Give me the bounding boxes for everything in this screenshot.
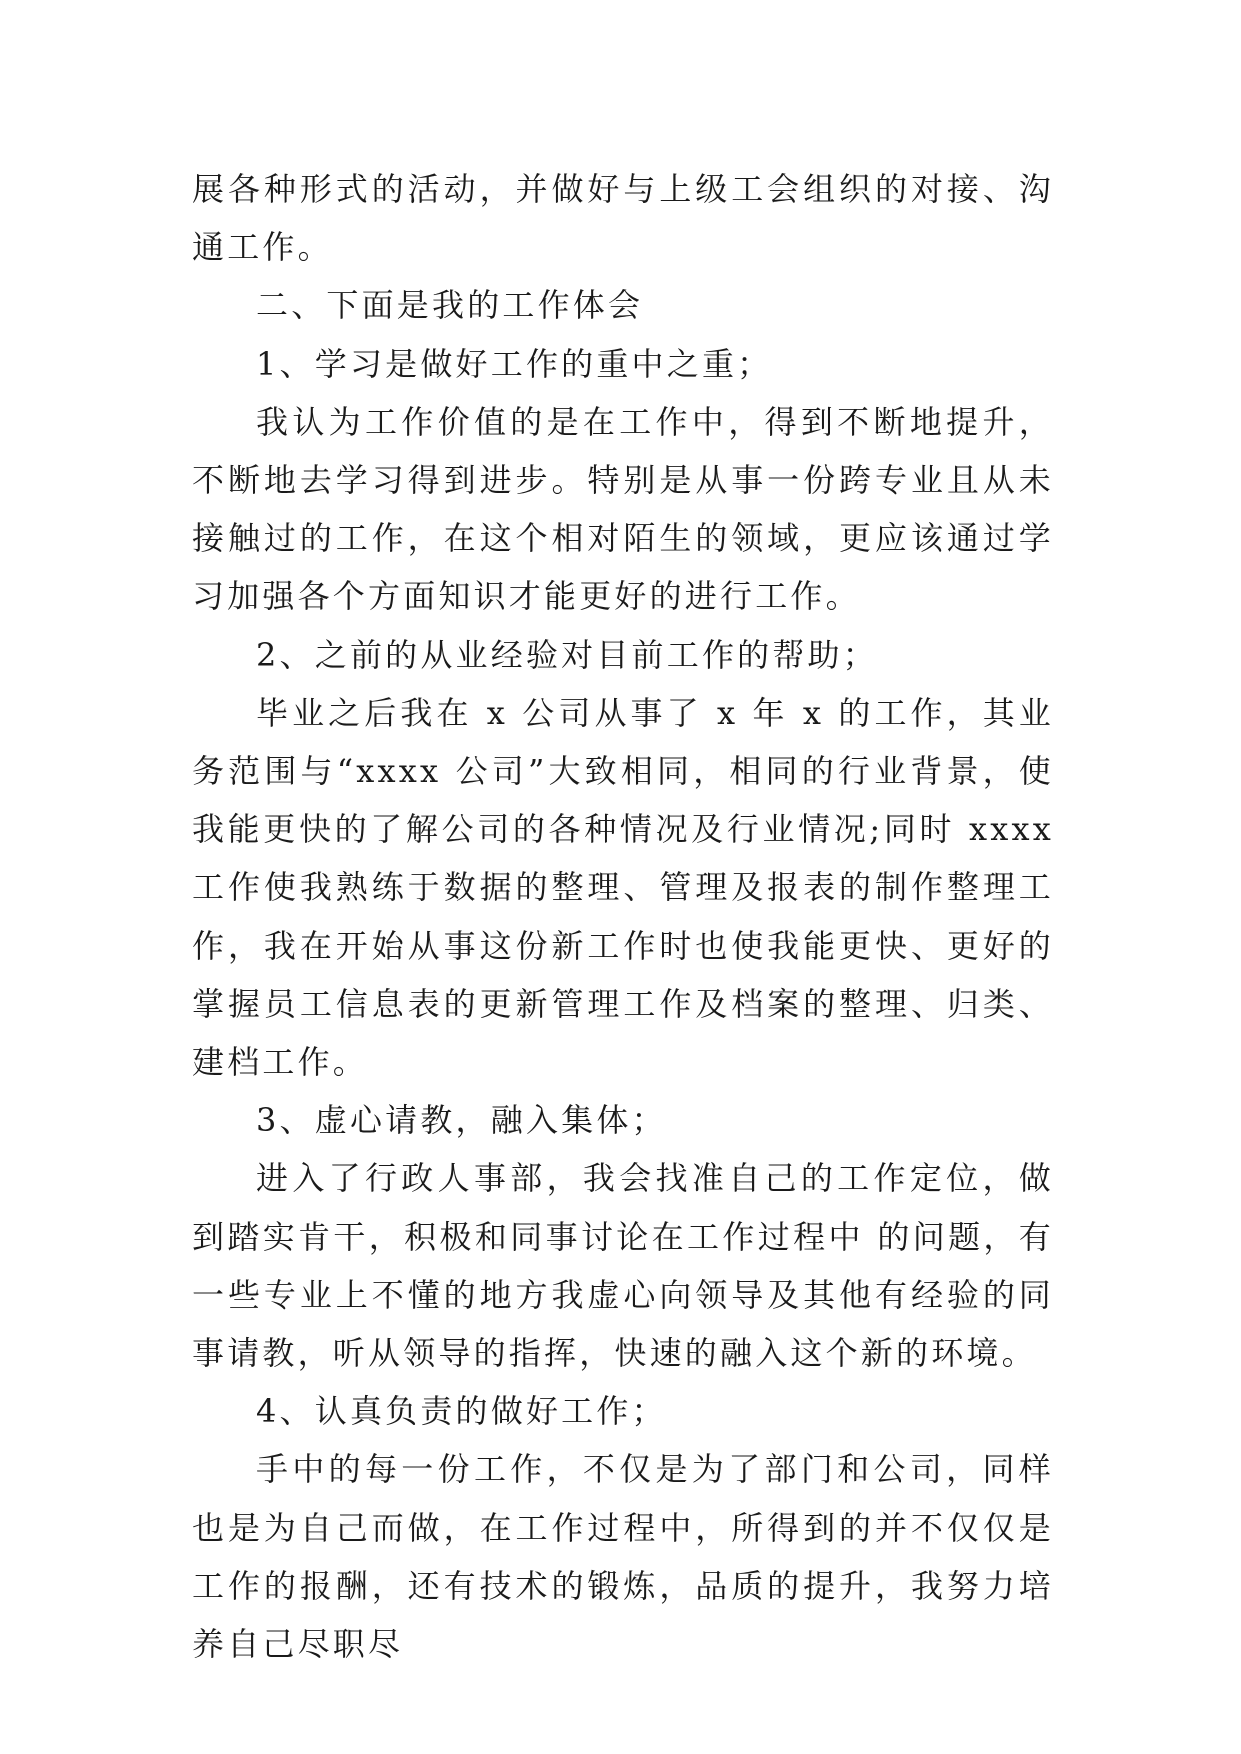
document-body — [192, 160, 1054, 1673]
paragraph: 毕业之后我在 x 公司从事了 x 年 x 的工作，其业务范围与“xxxx 公司”大致相同，相同的行业背景，使我能更快的了解公司的各种情况及行业情况;同时 xxxx 工作使我熟练于数据的整理、管理及报表的制作整理工作，我在开始从事这份新工作时也使我能更快、更好的掌握员工信息表的更新管理工作及档案的整理、归类、建档工作。 — [192, 693, 1054, 1082]
subsection-heading: 3、虚心请教，融入集体； — [256, 1101, 667, 1140]
subsection-heading: 4、认真负责的做好工作； — [256, 1392, 667, 1431]
paragraph: 我认为工作价值的是在工作中，得到不断地提升，不断地去学习得到进步。特别是从事一份跨专业且从未接触过的工作，在这个相对陌生的领域，更应该通过学习加强各个方面知识才能更好的进行工作。 — [192, 402, 1054, 616]
paragraph: 进入了行政人事部，我会找准自己的工作定位，做到踏实肯干，积极和同事讨论在工作过程中 的问题，有一些专业上不懂的地方我虚心向领导及其他有经验的同事请教，听从领导的指挥，快速的融入这个新的环境。 — [192, 1159, 1054, 1373]
subsection-heading: 1、学习是做好工作的重中之重； — [256, 344, 773, 383]
paragraph: 手中的每一份工作，不仅是为了部门和公司，同样也是为自己而做，在工作过程中，所得到的并不仅仅是工作的报酬，还有技术的锻炼，品质的提升，我努力培养自己尽职尽 — [192, 1450, 1054, 1664]
paragraph: 展各种形式的活动，并做好与上级工会组织的对接、沟通工作。 — [192, 170, 1054, 267]
section-heading: 二、下面是我的工作体会 — [256, 286, 644, 325]
subsection-heading: 2、之前的从业经验对目前工作的帮助； — [256, 635, 878, 674]
